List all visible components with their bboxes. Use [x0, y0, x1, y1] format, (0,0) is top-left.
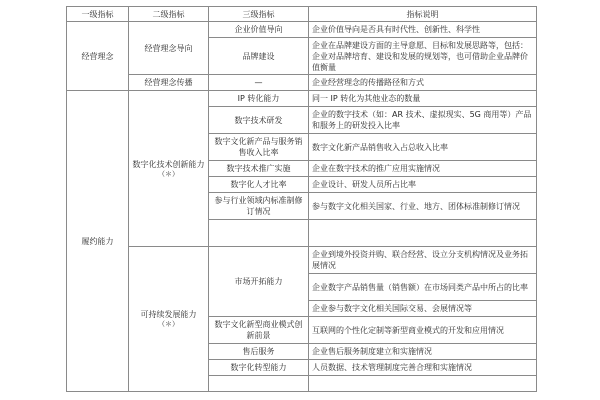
table-row: [67, 247, 537, 274]
header-level2: 二级指标: [129, 7, 209, 22]
l2-orientation: 经营理念导向: [129, 22, 209, 75]
l3-cell: 数字技术研发: [209, 107, 309, 134]
l3-cell: 企业价值导向: [209, 22, 309, 38]
l2-sustain-label: 可持续发展能力: [140, 310, 197, 319]
l1-performance: 履约能力: [67, 91, 129, 392]
desc-cell: 企业设计、研发人员所占比率: [309, 177, 537, 193]
desc-cell: 互联网的个性化定制等新型商业模式的开发和应用情况: [309, 317, 537, 344]
table-row: [67, 91, 537, 107]
desc-cell: 企业价值导向是否具有时代性、创新性、科学性: [309, 22, 537, 38]
desc-cell: 企业到境外投资并购、联合经营、设立分支机构情况及业务拓展情况: [309, 247, 537, 274]
l3-cell: [209, 376, 309, 392]
l3-cell: IP 转化能力: [209, 91, 309, 107]
l1-management: 经营理念: [67, 22, 129, 91]
desc-cell: 人员数据、技术管理制度完善合理和实施情况: [309, 360, 537, 376]
desc-cell: 企业售后服务制度建立和实施情况: [309, 344, 537, 360]
l3-cell: 品牌建设: [209, 38, 309, 75]
l2-sustain: [129, 247, 209, 392]
l3-market: 市场开拓能力: [209, 247, 309, 317]
desc-cell: 企业经营理念的传播路径和方式: [309, 75, 537, 91]
header-description: 指标说明: [309, 7, 537, 22]
desc-cell: 企业在品牌建设方面的主导意愿、目标和发展思路等，包括：企业对品牌培育、建设和发展的规划等，也可借助企业品牌价值衡量: [309, 38, 537, 75]
l3-cell: 数字技术推广实施: [209, 161, 309, 177]
desc-cell: 企业的数字技术（如：AR 技术、虚拟现实、5G 商用等）产品和服务上的研发投入比率: [309, 107, 537, 134]
table-row: [67, 22, 537, 38]
l3-cell: 售后服务: [209, 344, 309, 360]
desc-cell: 企业数字产品销售量（销售额）在市场同类产品中所占的比率: [309, 274, 537, 301]
table-row: [67, 75, 537, 91]
l3-cell: [209, 220, 309, 247]
indicator-table: [66, 6, 537, 392]
l3-cell: 数字化转型能力: [209, 360, 309, 376]
l3-cell: 数字文化新产品与服务销售收入比率: [209, 134, 309, 161]
l3-cell: 数字文化新型商业模式创新前景: [209, 317, 309, 344]
desc-cell: 企业参与数字文化相关国际交易、会展情况等: [309, 301, 537, 317]
l3-cell: —: [209, 75, 309, 91]
l2-sustain-mark: （＊）: [158, 320, 179, 328]
l2-tech-mark: （＊）: [158, 169, 179, 178]
l3-cell: 数字化人才比率: [209, 177, 309, 193]
l3-cell: 参与行业领域内标准制修订情况: [209, 193, 309, 220]
header-row: [67, 7, 537, 22]
header-level3: 三级指标: [209, 7, 309, 22]
header-level1: 一级指标: [67, 7, 129, 22]
l2-dissemination: 经营理念传播: [129, 75, 209, 91]
desc-cell: 数字文化新产品销售收入占总收入比率: [309, 134, 537, 161]
l2-tech-label: 数字化技术创新能力: [132, 159, 205, 169]
l2-tech: [129, 91, 209, 247]
desc-cell: [309, 220, 537, 247]
desc-cell: 企业在数字技术的推广应用实施情况: [309, 161, 537, 177]
desc-cell: [309, 376, 537, 392]
desc-cell: 同一 IP 转化为其他业态的数量: [309, 91, 537, 107]
desc-cell: 参与数字文化相关国家、行业、地方、团体标准制修订情况: [309, 193, 537, 220]
